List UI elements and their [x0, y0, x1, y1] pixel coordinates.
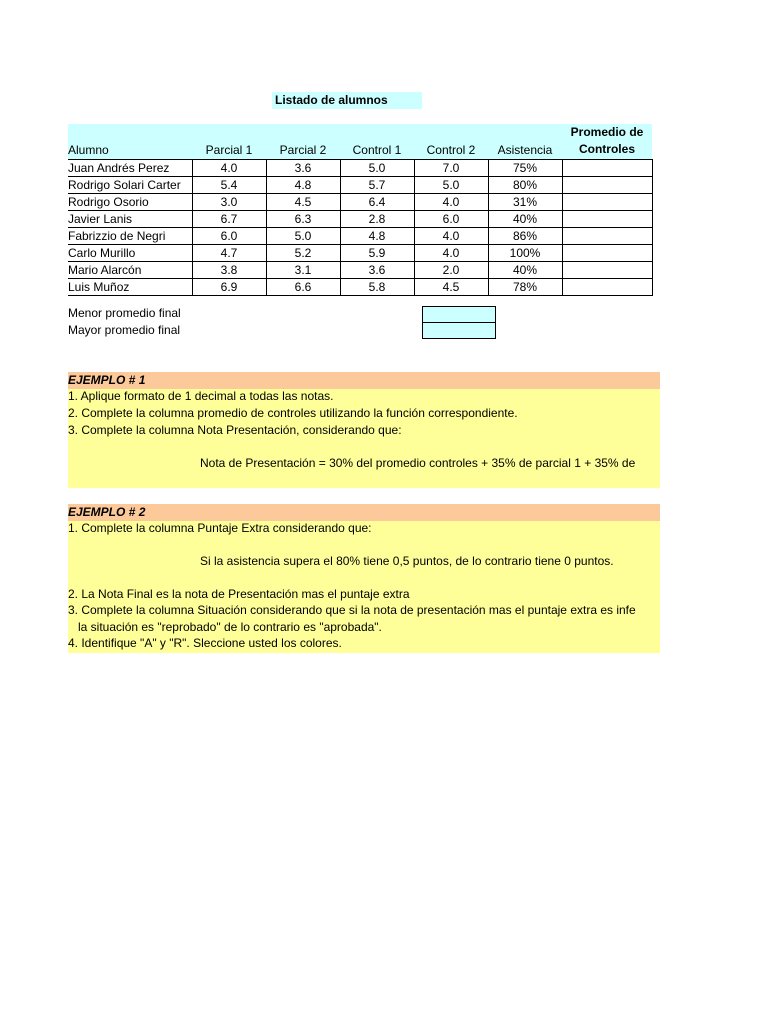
cell-control-2[interactable]: 2.0 [414, 262, 488, 279]
table-row [68, 228, 652, 245]
cell-control-2[interactable]: 5.0 [414, 177, 488, 194]
cell-control-1[interactable]: 5.0 [340, 160, 414, 177]
cell-control-1[interactable]: 4.8 [340, 228, 414, 245]
example-1-body [68, 389, 660, 488]
header-control-2: Control 2 [414, 124, 488, 160]
cell-asistencia[interactable]: 86% [488, 228, 562, 245]
example-2-rule: Si la asistencia supera el 80% tiene 0,5 puntos, de lo contrario tiene 0 puntos. [200, 554, 614, 568]
table-row [68, 177, 652, 194]
cell-promedio-controles[interactable] [562, 262, 652, 279]
cell-alumno[interactable]: Rodrigo Solari Carter [68, 177, 192, 194]
example-2-line-3-continued: la situación es "reprobado" de lo contrario es "aprobada". [68, 620, 382, 634]
cell-parcial-2[interactable]: 3.6 [266, 160, 340, 177]
cell-promedio-controles[interactable] [562, 177, 652, 194]
cell-promedio-controles[interactable] [562, 245, 652, 262]
example-1-line-1: 1. Aplique formato de 1 decimal a todas las notas. [68, 389, 334, 403]
sheet-title: Listado de alumnos [272, 92, 422, 109]
cell-parcial-1[interactable]: 6.0 [192, 228, 266, 245]
cell-alumno[interactable]: Mario Alarcón [68, 262, 192, 279]
cell-parcial-1[interactable]: 6.9 [192, 279, 266, 296]
header-promedio-controles: Promedio de Controles [562, 124, 652, 160]
cell-parcial-2[interactable]: 5.0 [266, 228, 340, 245]
cell-parcial-1[interactable]: 5.4 [192, 177, 266, 194]
table-row [68, 245, 652, 262]
example-2-line-3: 3. Complete la columna Situación considerando que si la nota de presentación mas el puntaje extra es infe [68, 603, 636, 617]
cell-promedio-controles[interactable] [562, 211, 652, 228]
cell-control-2[interactable]: 4.0 [414, 194, 488, 211]
table-row [68, 211, 652, 228]
cell-control-2[interactable]: 4.5 [414, 279, 488, 296]
cell-alumno[interactable]: Javier Lanis [68, 211, 192, 228]
cell-parcial-2[interactable]: 3.1 [266, 262, 340, 279]
table-header-row [68, 124, 652, 160]
max-average-cell[interactable] [422, 322, 496, 339]
cell-promedio-controles[interactable] [562, 160, 652, 177]
cell-parcial-1[interactable]: 3.0 [192, 194, 266, 211]
table-row [68, 279, 652, 296]
cell-parcial-2[interactable]: 6.3 [266, 211, 340, 228]
cell-asistencia[interactable]: 40% [488, 262, 562, 279]
header-asistencia: Asistencia [488, 124, 562, 160]
cell-parcial-1[interactable]: 6.7 [192, 211, 266, 228]
example-1-line-3: 3. Complete la columna Nota Presentación, considerando que: [68, 423, 402, 437]
cell-asistencia[interactable]: 75% [488, 160, 562, 177]
example-2-line-4: 4. Identifique "A" y "R". Sleccione usted los colores. [68, 636, 342, 650]
cell-control-2[interactable]: 6.0 [414, 211, 488, 228]
example-2-body [68, 521, 660, 653]
cell-promedio-controles[interactable] [562, 228, 652, 245]
max-average-label: Mayor promedio final [68, 323, 181, 337]
header-parcial-1: Parcial 1 [192, 124, 266, 160]
min-average-cell[interactable] [422, 306, 496, 323]
spreadsheet-sheet [68, 0, 660, 1024]
header-control-1: Control 1 [340, 124, 414, 160]
cell-parcial-1[interactable]: 4.0 [192, 160, 266, 177]
cell-asistencia[interactable]: 78% [488, 279, 562, 296]
example-2-header: EJEMPLO # 2 [68, 504, 660, 521]
example-1-line-2: 2. Complete la columna promedio de controles utilizando la función correspondiente. [68, 406, 518, 420]
cell-control-1[interactable]: 5.7 [340, 177, 414, 194]
table-row [68, 160, 652, 177]
cell-alumno[interactable]: Luis Muñoz [68, 279, 192, 296]
cell-alumno[interactable]: Carlo Murillo [68, 245, 192, 262]
min-average-label: Menor promedio final [68, 306, 181, 320]
cell-control-1[interactable]: 5.9 [340, 245, 414, 262]
cell-control-1[interactable]: 6.4 [340, 194, 414, 211]
example-1-header: EJEMPLO # 1 [68, 372, 660, 389]
cell-alumno[interactable]: Juan Andrés Perez [68, 160, 192, 177]
cell-control-2[interactable]: 4.0 [414, 245, 488, 262]
cell-asistencia[interactable]: 40% [488, 211, 562, 228]
cell-asistencia[interactable]: 31% [488, 194, 562, 211]
cell-parcial-2[interactable]: 5.2 [266, 245, 340, 262]
cell-control-2[interactable]: 4.0 [414, 228, 488, 245]
cell-parcial-1[interactable]: 4.7 [192, 245, 266, 262]
example-1-formula: Nota de Presentación = 30% del promedio controles + 35% de parcial 1 + 35% de [200, 456, 636, 470]
table-row [68, 194, 652, 211]
example-2-line-1: 1. Complete la columna Puntaje Extra considerando que: [68, 521, 372, 535]
cell-parcial-2[interactable]: 4.8 [266, 177, 340, 194]
cell-parcial-1[interactable]: 3.8 [192, 262, 266, 279]
table-row [68, 262, 652, 279]
cell-alumno[interactable]: Rodrigo Osorio [68, 194, 192, 211]
header-parcial-2: Parcial 2 [266, 124, 340, 160]
cell-parcial-2[interactable]: 4.5 [266, 194, 340, 211]
header-alumno: Alumno [68, 124, 192, 160]
cell-control-1[interactable]: 5.8 [340, 279, 414, 296]
cell-promedio-controles[interactable] [562, 194, 652, 211]
cell-control-2[interactable]: 7.0 [414, 160, 488, 177]
cell-parcial-2[interactable]: 6.6 [266, 279, 340, 296]
cell-alumno[interactable]: Fabrizzio de Negri [68, 228, 192, 245]
cell-control-1[interactable]: 2.8 [340, 211, 414, 228]
example-2-line-2: 2. La Nota Final es la nota de Presentación mas el puntaje extra [68, 587, 410, 601]
cell-asistencia[interactable]: 100% [488, 245, 562, 262]
cell-control-1[interactable]: 3.6 [340, 262, 414, 279]
cell-promedio-controles[interactable] [562, 279, 652, 296]
cell-asistencia[interactable]: 80% [488, 177, 562, 194]
grades-table [68, 124, 653, 296]
